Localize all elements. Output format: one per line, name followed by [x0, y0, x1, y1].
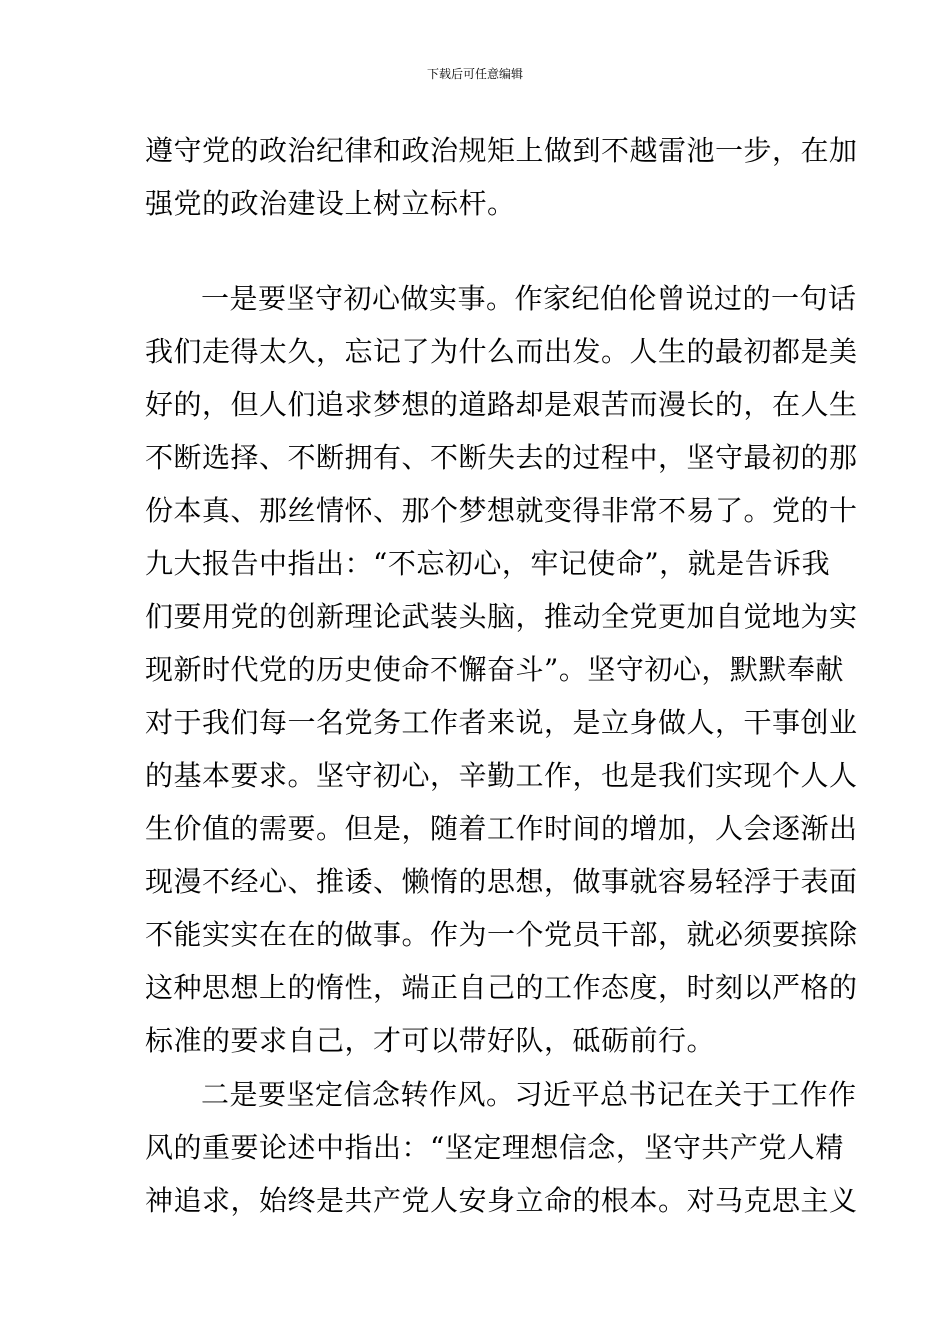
text-line: 这种思想上的惰性，端正自己的工作态度，时刻以严格的 [145, 971, 858, 1004]
text-line: 二是要坚定信念转作风。习近平总书记在关于工作作 [201, 1078, 857, 1111]
text-line: 不断选择、不断拥有、不断失去的过程中，坚守最初的那 [145, 441, 858, 474]
text-line: 对于我们每一名党务工作者来说，是立身做人，干事创业 [145, 706, 858, 739]
text-line: 遵守党的政治纪律和政治规矩上做到不越雷池一步，在加 [145, 134, 858, 167]
text-line: 好的，但人们追求梦想的道路却是艰苦而漫长的，在人生 [145, 388, 858, 421]
text-line: 风的重要论述中指出：“坚定理想信念，坚守共产党人精 [145, 1131, 844, 1164]
paragraph-2 [145, 272, 858, 1067]
text-line: 份本真、那丝情怀、那个梦想就变得非常不易了。党的十 [145, 494, 858, 527]
page-header: 下载后可任意编辑 [426, 67, 523, 81]
text-line: 我们走得太久，忘记了为什么而出发。人生的最初都是美 [145, 335, 858, 368]
paragraph-1 [145, 124, 858, 230]
text-line: 们要用党的创新理论武装头脑，推动全党更加自觉地为实 [145, 600, 858, 633]
paragraph-3 [145, 1068, 858, 1227]
text-line: 神追求，始终是共产党人安身立命的根本。对马克思主义 [145, 1184, 858, 1217]
text-line: 生价值的需要。但是，随着工作时间的增加，人会逐渐出 [145, 812, 858, 845]
text-line: 九大报告中指出：“不忘初心，牢记使命”，就是告诉我 [145, 547, 831, 580]
text-line: 不能实实在在的做事。作为一个党员干部，就必须要摈除 [145, 918, 858, 951]
text-line: 标准的要求自己，才可以带好队，砥砺前行。 [145, 1024, 716, 1057]
text-line: 现新时代党的历史使命不懈奋斗”。坚守初心，默默奉献 [145, 653, 844, 686]
text-line: 一是要坚守初心做实事。作家纪伯伦曾说过的一句话 [201, 282, 857, 315]
text-line: 现漫不经心、推诿、懒惰的思想，做事就容易轻浮于表面 [145, 865, 858, 898]
text-line: 强党的政治建设上树立标杆。 [145, 187, 516, 220]
text-line: 的基本要求。坚守初心，辛勤工作，也是我们实现个人人 [145, 759, 858, 792]
